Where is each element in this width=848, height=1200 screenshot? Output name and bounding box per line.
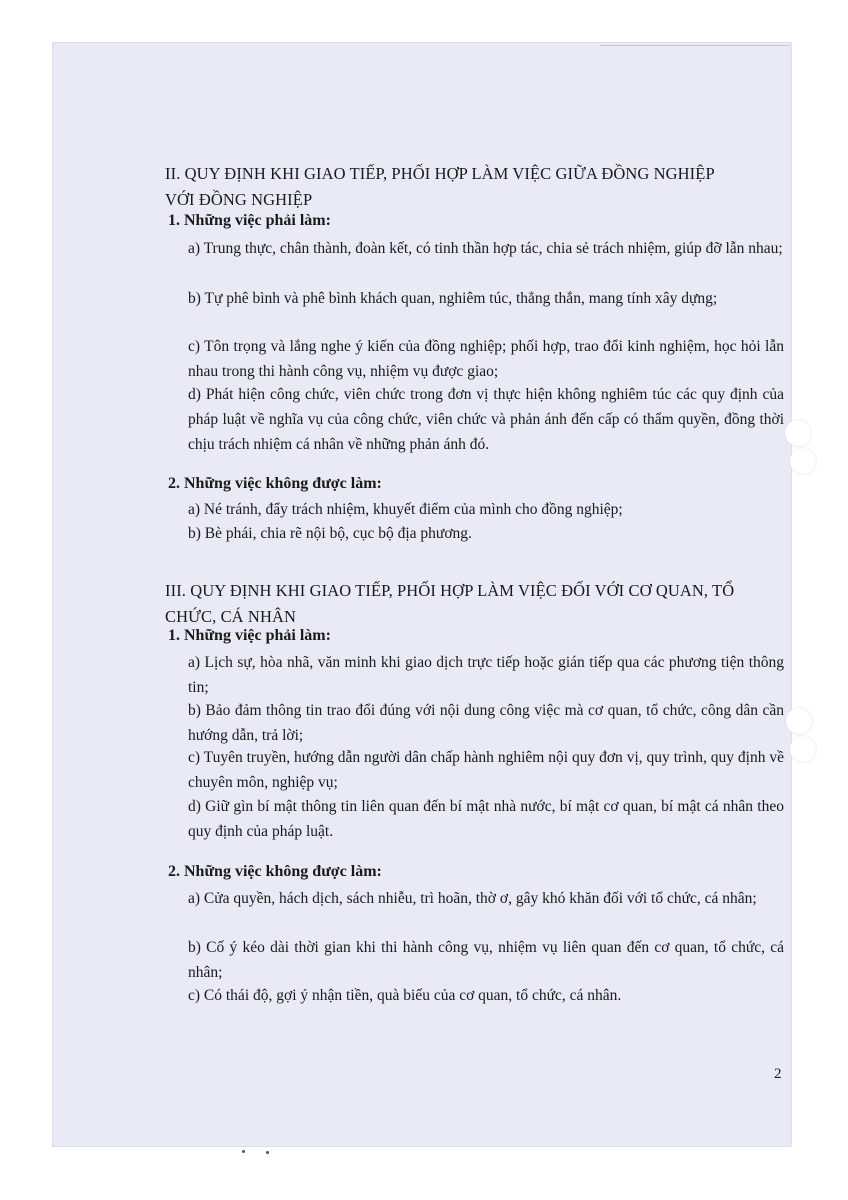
section-3-title-line-2: CHỨC, CÁ NHÂN bbox=[165, 607, 296, 626]
list-item: b) Bè phái, chia rẽ nội bộ, cục bộ địa phương. bbox=[188, 525, 472, 542]
list-item: a) Trung thực, chân thành, đoàn kết, có tinh thần hợp tác, chia sẻ trách nhiệm, giúp đỡ lẫn nhau; bbox=[188, 240, 783, 257]
list-item: c) Tuyên truyền, hướng dẫn người dân chấp hành nghiêm nội quy đơn vị, quy trình, quy định về chuyên môn, nghiệp vụ; bbox=[188, 749, 784, 791]
section-2-heading bbox=[165, 161, 785, 213]
list-item: c) Tôn trọng và lắng nghe ý kiến của đồng nghiệp; phối hợp, trao đổi kinh nghiệm, học hỏi lẫn nhau trong thi hành công vụ, nhiệm vụ được giao; bbox=[188, 338, 784, 380]
list-item: b) Bảo đảm thông tin trao đổi đúng với nội dung công việc mà cơ quan, tổ chức, công dân cần hướng dẫn, trả lời; bbox=[188, 702, 784, 744]
list-item: d) Giữ gìn bí mật thông tin liên quan đến bí mật nhà nước, bí mật cơ quan, bí mật cá nhân theo quy định của pháp luật. bbox=[188, 798, 784, 840]
section-2-title-line-2: VỚI ĐỒNG NGHIỆP bbox=[165, 190, 313, 209]
list-item: b) Tự phê bình và phê bình khách quan, nghiêm túc, thẳng thắn, mang tính xây dựng; bbox=[188, 290, 718, 307]
section-3-title-line-1: III. QUY ĐỊNH KHI GIAO TIẾP, PHỐI HỢP LÀM VIỆC ĐỐI VỚI CƠ QUAN, TỔ bbox=[165, 581, 735, 600]
section-3-must-not-heading: 2. Những việc không được làm: bbox=[168, 863, 382, 880]
section-3-heading bbox=[165, 578, 785, 630]
section-3-must-do-heading: 1. Những việc phải làm: bbox=[168, 627, 331, 644]
list-item: d) Phát hiện công chức, viên chức trong đơn vị thực hiện không nghiêm túc các quy định của pháp luật về nghĩa vụ của công chức, viên chức và phản ánh đến cấp có thẩm quyền, đồng thời chịu trách nhiệm cá nhân về những phản ánh đó. bbox=[188, 386, 784, 453]
section-2-must-not-heading: 2. Những việc không được làm: bbox=[168, 475, 382, 492]
list-item: b) Cố ý kéo dài thời gian khi thi hành công vụ, nhiệm vụ liên quan đến cơ quan, tổ chức, cá nhân; bbox=[188, 939, 784, 981]
section-2-title-line-1: II. QUY ĐỊNH KHI GIAO TIẾP, PHỐI HỢP LÀM VIỆC GIỮA ĐỒNG NGHIỆP bbox=[165, 164, 715, 183]
list-item: a) Lịch sự, hòa nhã, văn minh khi giao dịch trực tiếp hoặc gián tiếp qua các phương tiện thông tin; bbox=[188, 654, 784, 696]
list-item: a) Cửa quyền, hách dịch, sách nhiễu, trì hoãn, thờ ơ, gây khó khăn đối với tổ chức, cá nhân; bbox=[188, 890, 757, 907]
page-number: 2 bbox=[774, 1066, 782, 1082]
list-item: c) Có thái độ, gợi ý nhận tiền, quà biếu của cơ quan, tổ chức, cá nhân. bbox=[188, 987, 622, 1004]
section-2-must-do-heading: 1. Những việc phải làm: bbox=[168, 212, 331, 229]
list-item: a) Né tránh, đẩy trách nhiệm, khuyết điểm của mình cho đồng nghiệp; bbox=[188, 501, 623, 518]
